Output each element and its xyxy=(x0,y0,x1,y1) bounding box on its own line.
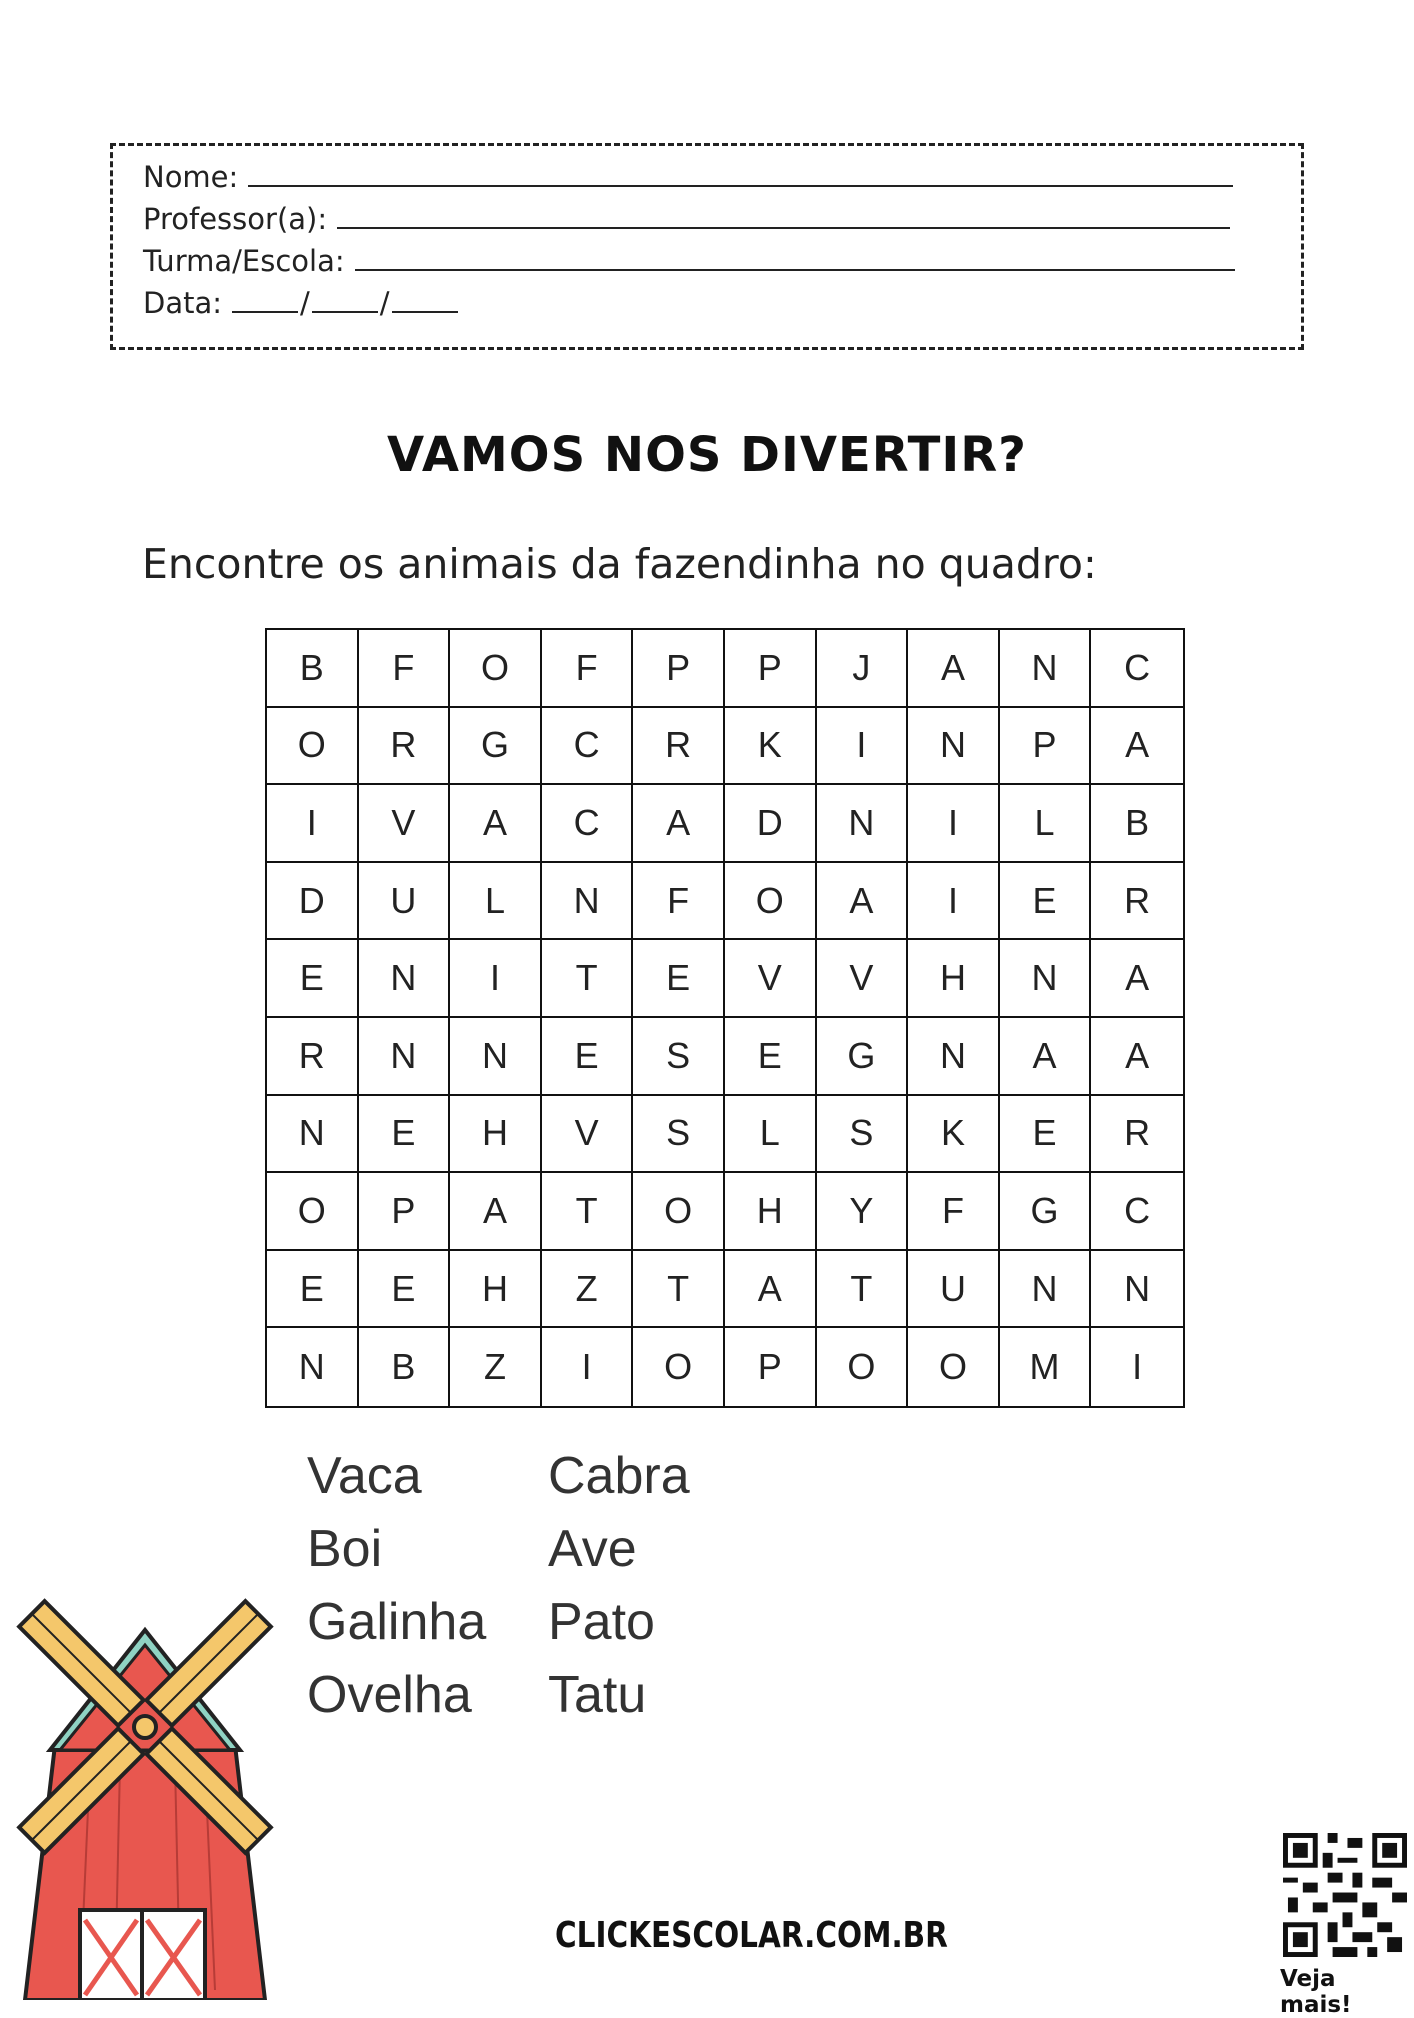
grid-cell[interactable]: N xyxy=(1091,1251,1183,1329)
grid-cell[interactable]: O xyxy=(267,1173,359,1251)
qr-code-icon[interactable] xyxy=(1283,1833,1407,1957)
grid-cell[interactable]: A xyxy=(450,1173,542,1251)
grid-cell[interactable]: B xyxy=(1091,785,1183,863)
word-item: Galinha xyxy=(307,1593,487,1651)
grid-cell[interactable]: S xyxy=(633,1018,725,1096)
grid-cell[interactable]: A xyxy=(450,785,542,863)
grid-cell[interactable]: I xyxy=(267,785,359,863)
grid-cell[interactable]: N xyxy=(908,1018,1000,1096)
class-line xyxy=(143,244,1235,278)
date-slash: / xyxy=(300,286,310,320)
grid-cell[interactable]: T xyxy=(633,1251,725,1329)
grid-cell[interactable]: E xyxy=(267,1251,359,1329)
grid-cell[interactable]: T xyxy=(817,1251,909,1329)
grid-cell[interactable]: T xyxy=(542,940,634,1018)
grid-cell[interactable]: V xyxy=(725,940,817,1018)
grid-cell[interactable]: R xyxy=(1091,1096,1183,1174)
grid-cell[interactable]: Z xyxy=(450,1328,542,1406)
grid-cell[interactable]: F xyxy=(908,1173,1000,1251)
grid-cell[interactable]: I xyxy=(450,940,542,1018)
grid-cell[interactable]: E xyxy=(359,1251,451,1329)
word-item: Vaca xyxy=(307,1447,422,1505)
grid-cell[interactable]: E xyxy=(1000,863,1092,941)
name-field[interactable] xyxy=(248,163,1233,187)
grid-cell[interactable]: N xyxy=(817,785,909,863)
grid-cell[interactable]: N xyxy=(450,1018,542,1096)
grid-cell[interactable]: E xyxy=(1000,1096,1092,1174)
word-item: Tatu xyxy=(548,1666,647,1724)
grid-cell[interactable]: R xyxy=(633,708,725,786)
grid-cell[interactable]: E xyxy=(542,1018,634,1096)
class-field[interactable] xyxy=(355,247,1235,271)
grid-cell[interactable]: O xyxy=(633,1173,725,1251)
grid-cell[interactable]: D xyxy=(267,863,359,941)
grid-cell[interactable]: P xyxy=(359,1173,451,1251)
word-item: Ovelha xyxy=(307,1666,472,1724)
teacher-field[interactable] xyxy=(337,205,1230,229)
date-day-field[interactable] xyxy=(232,289,298,313)
grid-cell[interactable]: G xyxy=(450,708,542,786)
grid-cell[interactable]: V xyxy=(542,1096,634,1174)
grid-cell[interactable]: F xyxy=(542,630,634,708)
grid-cell[interactable]: C xyxy=(542,708,634,786)
word-item: Boi xyxy=(307,1520,383,1578)
grid-cell[interactable]: O xyxy=(633,1328,725,1406)
instruction-text: Encontre os animais da fazendinha no quadro: xyxy=(142,540,1097,588)
grid-cell[interactable]: V xyxy=(817,940,909,1018)
grid-cell[interactable]: K xyxy=(908,1096,1000,1174)
class-label: Turma/Escola: xyxy=(143,244,345,278)
teacher-label: Professor(a): xyxy=(143,202,328,236)
grid-cell[interactable]: P xyxy=(725,630,817,708)
grid-cell[interactable]: K xyxy=(725,708,817,786)
grid-cell[interactable]: O xyxy=(908,1328,1000,1406)
grid-cell[interactable]: B xyxy=(359,1328,451,1406)
grid-cell[interactable]: M xyxy=(1000,1328,1092,1406)
grid-cell[interactable]: R xyxy=(359,708,451,786)
grid-cell[interactable]: A xyxy=(1091,1018,1183,1096)
word-item: Ave xyxy=(548,1520,637,1578)
grid-cell[interactable]: E xyxy=(359,1096,451,1174)
grid-cell[interactable]: S xyxy=(633,1096,725,1174)
grid-cell[interactable]: F xyxy=(359,630,451,708)
qr-caption: Veja mais! xyxy=(1280,1966,1352,2018)
grid-cell[interactable]: H xyxy=(725,1173,817,1251)
grid-cell[interactable]: O xyxy=(725,863,817,941)
grid-cell[interactable]: L xyxy=(1000,785,1092,863)
grid-cell[interactable]: C xyxy=(542,785,634,863)
grid-cell[interactable]: A xyxy=(725,1251,817,1329)
grid-cell[interactable]: N xyxy=(359,940,451,1018)
grid-cell[interactable]: L xyxy=(725,1096,817,1174)
grid-cell[interactable]: T xyxy=(542,1173,634,1251)
grid-cell[interactable]: E xyxy=(267,940,359,1018)
grid-cell[interactable]: E xyxy=(633,940,725,1018)
grid-cell[interactable]: U xyxy=(359,863,451,941)
grid-cell[interactable]: O xyxy=(267,708,359,786)
name-label: Nome: xyxy=(143,160,239,194)
grid-cell[interactable]: I xyxy=(1132,1346,1143,1388)
grid-cell[interactable]: Y xyxy=(817,1173,909,1251)
name-line xyxy=(143,160,1233,194)
grid-cell[interactable]: V xyxy=(359,785,451,863)
grid-cell[interactable]: H xyxy=(908,940,1000,1018)
grid-cell[interactable]: R xyxy=(267,1018,359,1096)
grid-cell[interactable]: A xyxy=(1000,1018,1092,1096)
word-list-column-2 xyxy=(548,1440,690,1732)
grid-cell[interactable]: N xyxy=(267,1328,359,1406)
grid-cell[interactable]: N xyxy=(359,1018,451,1096)
grid-cell[interactable]: O xyxy=(817,1328,909,1406)
grid-cell[interactable]: A xyxy=(1091,940,1183,1018)
grid-cell[interactable]: A xyxy=(1091,708,1183,786)
grid-cell[interactable]: P xyxy=(633,630,725,708)
grid-cell[interactable]: C xyxy=(1091,630,1183,708)
grid-cell[interactable]: N xyxy=(542,863,634,941)
word-list-column-1 xyxy=(307,1440,486,1732)
grid-cell[interactable]: I xyxy=(908,863,1000,941)
grid-cell[interactable]: H xyxy=(450,1251,542,1329)
windmill-icon xyxy=(0,1585,290,2000)
website-footer[interactable]: CLICKESCOLAR.COM.BR xyxy=(555,1915,948,1956)
grid-cell[interactable]: P xyxy=(1000,708,1092,786)
grid-cell[interactable]: S xyxy=(817,1096,909,1174)
grid-cell[interactable]: L xyxy=(450,863,542,941)
grid-cell[interactable]: B xyxy=(267,630,359,708)
grid-cell[interactable]: A xyxy=(908,630,1000,708)
grid-cell[interactable]: J xyxy=(817,630,909,708)
grid-cell[interactable]: P xyxy=(725,1328,817,1406)
grid-cell[interactable]: I xyxy=(908,785,1000,863)
grid-cell[interactable]: N xyxy=(1000,940,1092,1018)
grid-cell[interactable]: I xyxy=(817,708,909,786)
page-title: VAMOS NOS DIVERTIR? xyxy=(387,427,1027,483)
date-slash: / xyxy=(379,286,390,320)
date-month-field[interactable] xyxy=(312,289,378,313)
grid-cell[interactable]: U xyxy=(908,1251,1000,1329)
grid-cell[interactable]: O xyxy=(450,630,542,708)
grid-cell[interactable]: N xyxy=(1000,630,1092,708)
date-year-field[interactable] xyxy=(392,289,458,313)
grid-cell[interactable]: I xyxy=(542,1328,634,1406)
grid-cell[interactable]: N xyxy=(1000,1251,1092,1329)
grid-cell[interactable]: R xyxy=(1091,863,1183,941)
grid-cell[interactable]: A xyxy=(633,785,725,863)
date-line xyxy=(143,286,458,320)
teacher-line xyxy=(143,202,1230,236)
grid-cell[interactable]: A xyxy=(817,863,909,941)
grid-cell[interactable]: E xyxy=(725,1018,817,1096)
student-info-box xyxy=(110,143,1304,350)
word-search-grid xyxy=(265,628,1185,1408)
grid-cell[interactable]: D xyxy=(725,785,817,863)
grid-cell[interactable]: N xyxy=(908,708,1000,786)
grid-cell[interactable]: F xyxy=(633,863,725,941)
word-item: Cabra xyxy=(548,1447,690,1505)
grid-cell[interactable]: Z xyxy=(542,1251,634,1329)
grid-cell[interactable]: N xyxy=(267,1096,359,1174)
word-item: Pato xyxy=(548,1593,655,1651)
grid-cell[interactable]: H xyxy=(450,1096,542,1174)
date-label: Data: xyxy=(143,286,223,320)
grid-cell[interactable]: G xyxy=(817,1018,909,1096)
grid-cell[interactable]: C xyxy=(1091,1173,1183,1251)
grid-cell[interactable]: G xyxy=(1000,1173,1092,1251)
